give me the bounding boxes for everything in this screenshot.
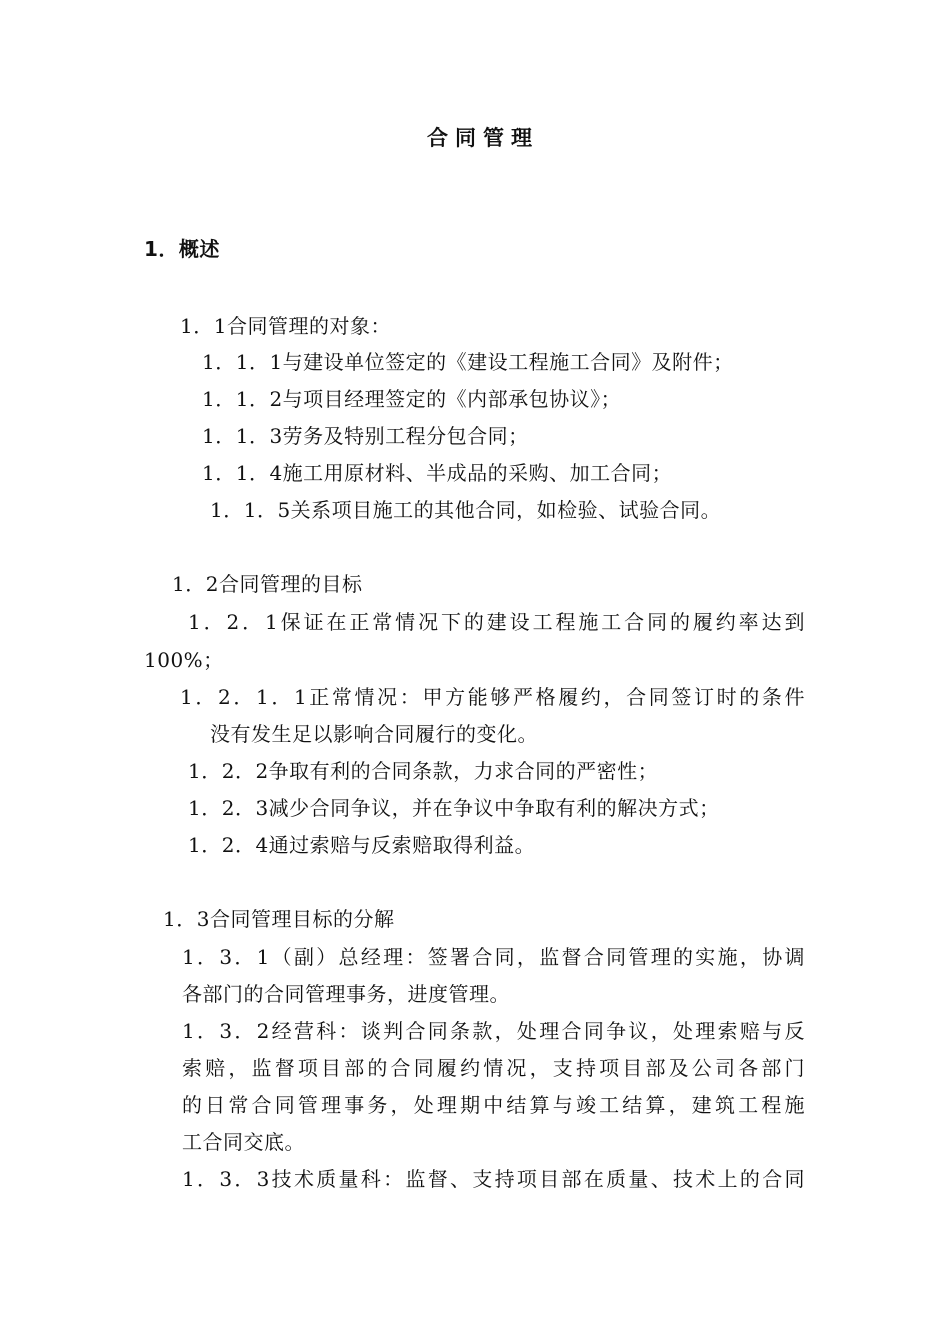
paragraph-line: 1．3．3技术质量科：监督、支持项目部在质量、技术上的合同 bbox=[182, 1167, 805, 1191]
paragraph-line: 1．2．1保证在正常情况下的建设工程施工合同的履约率达到 bbox=[188, 610, 805, 634]
list-item: 1．1．5关系项目施工的其他合同，如检验、试验合同。 bbox=[210, 498, 722, 522]
document-title: 合同管理 bbox=[427, 126, 539, 150]
subsection-heading-1-1: 1．1合同管理的对象： bbox=[180, 314, 391, 338]
paragraph-line: 1．3．1（副）总经理：签署合同，监督合同管理的实施，协调 bbox=[182, 945, 805, 969]
paragraph-line: 各部门的合同管理事务，进度管理。 bbox=[182, 982, 510, 1006]
section-heading-1: 1．概述 bbox=[144, 237, 220, 261]
paragraph-line: 没有发生足以影响合同履行的变化。 bbox=[210, 722, 538, 746]
list-item: 1．1．2与项目经理签定的《内部承包协议》； bbox=[202, 387, 622, 411]
list-item: 1．1．3劳务及特别工程分包合同； bbox=[202, 424, 529, 448]
paragraph-line: 1．2．4通过索赔与反索赔取得利益。 bbox=[188, 833, 536, 857]
paragraph-line: 1．2．1．1正常情况：甲方能够严格履约，合同签订时的条件 bbox=[180, 685, 805, 709]
subsection-heading-1-2: 1．2合同管理的目标 bbox=[172, 572, 363, 596]
paragraph-line: 100%； bbox=[144, 648, 224, 672]
paragraph-line: 索赔，监督项目部的合同履约情况，支持项目部及公司各部门 bbox=[182, 1056, 805, 1080]
paragraph-line: 1．3．2经营科：谈判合同条款，处理合同争议，处理索赔与反 bbox=[182, 1019, 805, 1043]
paragraph-line: 1．2．3减少合同争议，并在争议中争取有利的解决方式； bbox=[188, 796, 720, 820]
subsection-heading-1-3: 1．3合同管理目标的分解 bbox=[163, 907, 395, 931]
paragraph-line: 1．2．2争取有利的合同条款，力求合同的严密性； bbox=[188, 759, 659, 783]
list-item: 1．1．1与建设单位签定的《建设工程施工合同》及附件； bbox=[202, 350, 734, 374]
paragraph-line: 工合同交底。 bbox=[182, 1130, 305, 1154]
list-item: 1．1．4施工用原材料、半成品的采购、加工合同； bbox=[202, 461, 673, 485]
paragraph-line: 的日常合同管理事务，处理期中结算与竣工结算，建筑工程施 bbox=[182, 1093, 805, 1117]
